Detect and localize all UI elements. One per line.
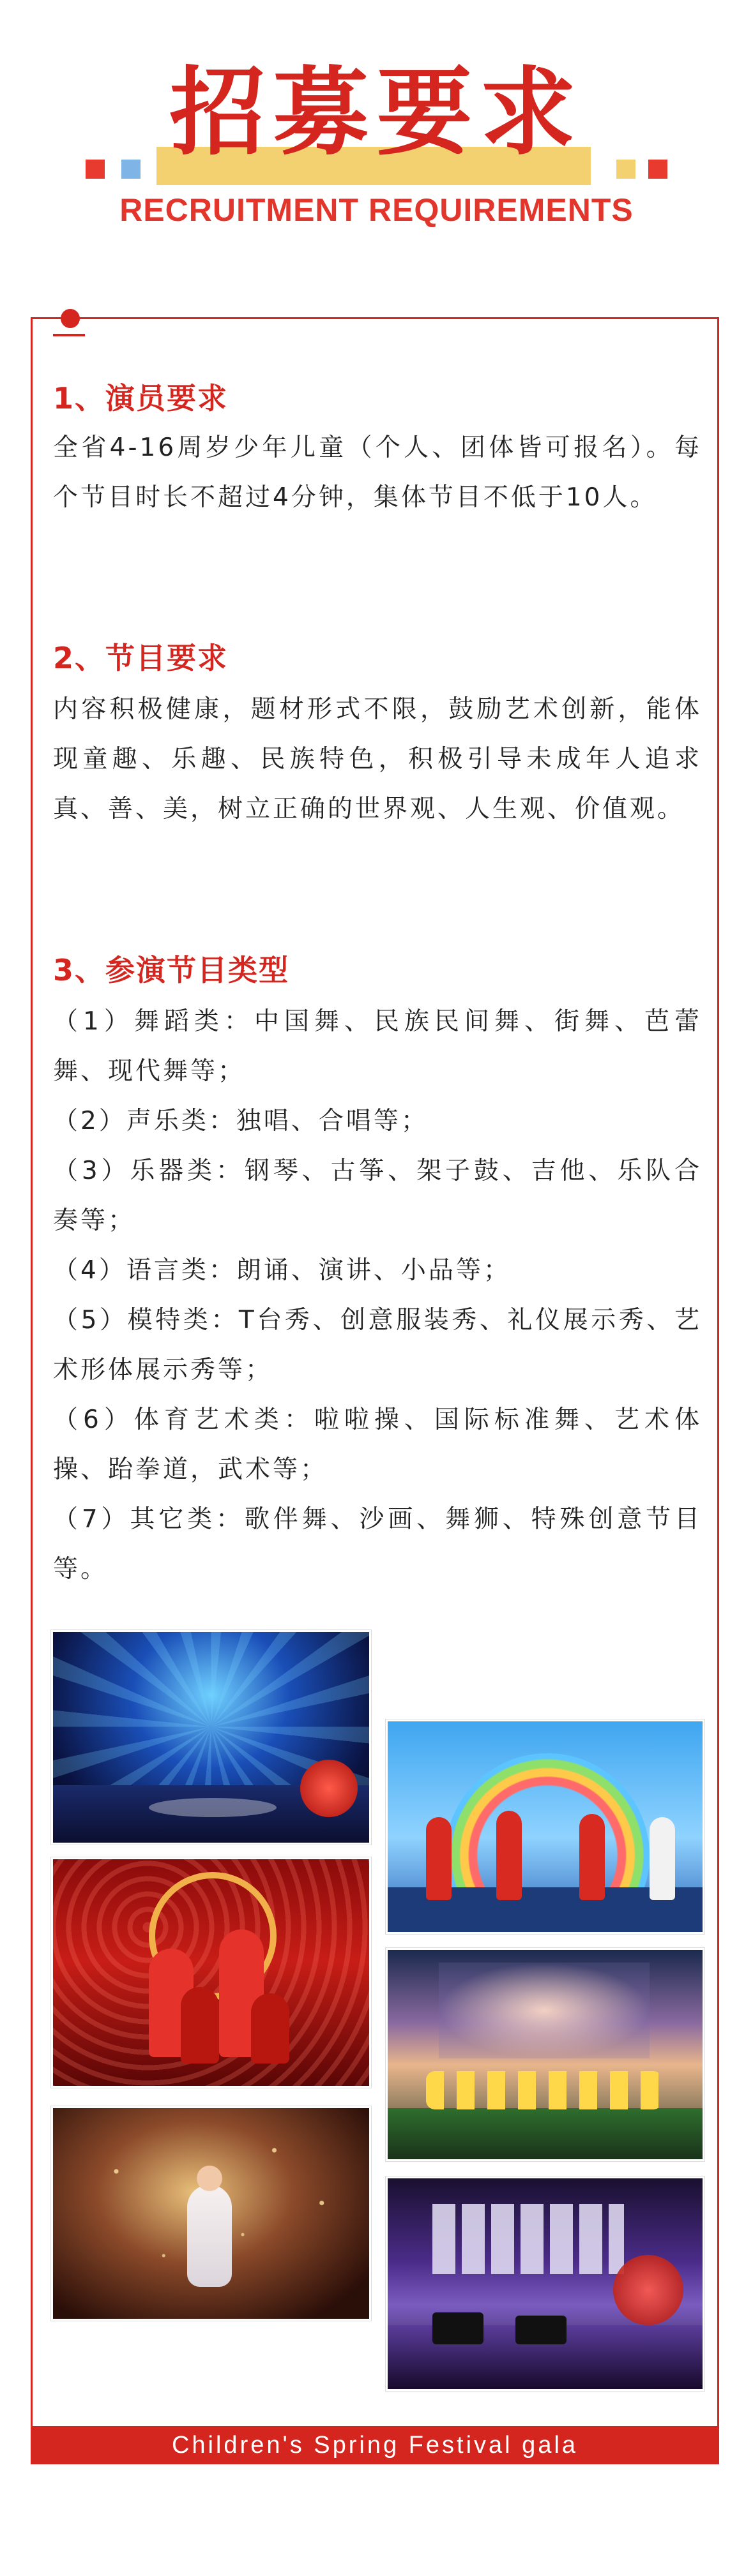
program-type-item: （4）语言类：朗诵、演讲、小品等； xyxy=(53,1256,511,1285)
piano-stage-photo xyxy=(386,2176,704,2391)
footer-banner: Children's Spring Festival gala xyxy=(31,2426,719,2464)
section-title-program-requirements: 2、节目要求 xyxy=(53,641,229,675)
deco-square-red-left xyxy=(86,160,105,179)
deco-square-red-right xyxy=(648,160,667,179)
section-title-actor-requirements: 1、演员要求 xyxy=(53,381,229,416)
rainbow-band-photo xyxy=(386,1719,704,1934)
program-type-item: （3）乐器类：钢琴、古筝、架子鼓、吉他、乐队合奏等； xyxy=(53,1157,702,1235)
deco-square-yellow-right xyxy=(616,160,635,179)
deco-square-blue-left xyxy=(121,160,141,179)
program-type-item: （7）其它类：歌伴舞、沙画、舞狮、特殊创意节目等。 xyxy=(53,1505,702,1584)
card-dot-marker xyxy=(61,309,80,328)
singer-sparkle-photo xyxy=(51,2106,371,2321)
page-title: 招募要求 xyxy=(169,57,584,168)
card-dash-marker xyxy=(53,334,85,336)
page-subtitle: RECRUITMENT REQUIREMENTS xyxy=(119,192,634,228)
program-type-item: （2）声乐类：独唱、合唱等； xyxy=(53,1107,429,1135)
section-title-program-types: 3、参演节目类型 xyxy=(53,953,290,987)
ballet-dance-photo xyxy=(386,1948,704,2161)
section-paragraph: 内容积极健康，题材形式不限，鼓励艺术创新，能体现童趣、乐趣、民族特色，积极引导未成年人追求真、善、美，树立正确的世界观、人生观、价值观。 xyxy=(53,695,702,823)
stage-performance-photo xyxy=(51,1630,371,1845)
program-type-item: （5）模特类：T台秀、创意服装秀、礼仪展示秀、艺术形体展示秀等； xyxy=(53,1306,702,1384)
section-paragraph: 全省4-16周岁少年儿童（个人、团体皆可报名）。每个节目时长不超过4分钟，集体节目不低于10人。 xyxy=(53,433,702,512)
program-type-item: （1）舞蹈类：中国舞、民族民间舞、街舞、芭蕾舞、现代舞等； xyxy=(53,1007,702,1086)
program-type-item: （6）体育艺术类：啦啦操、国际标准舞、艺术体操、跆拳道，武术等； xyxy=(53,1405,702,1484)
red-costume-children-photo xyxy=(51,1857,371,2088)
